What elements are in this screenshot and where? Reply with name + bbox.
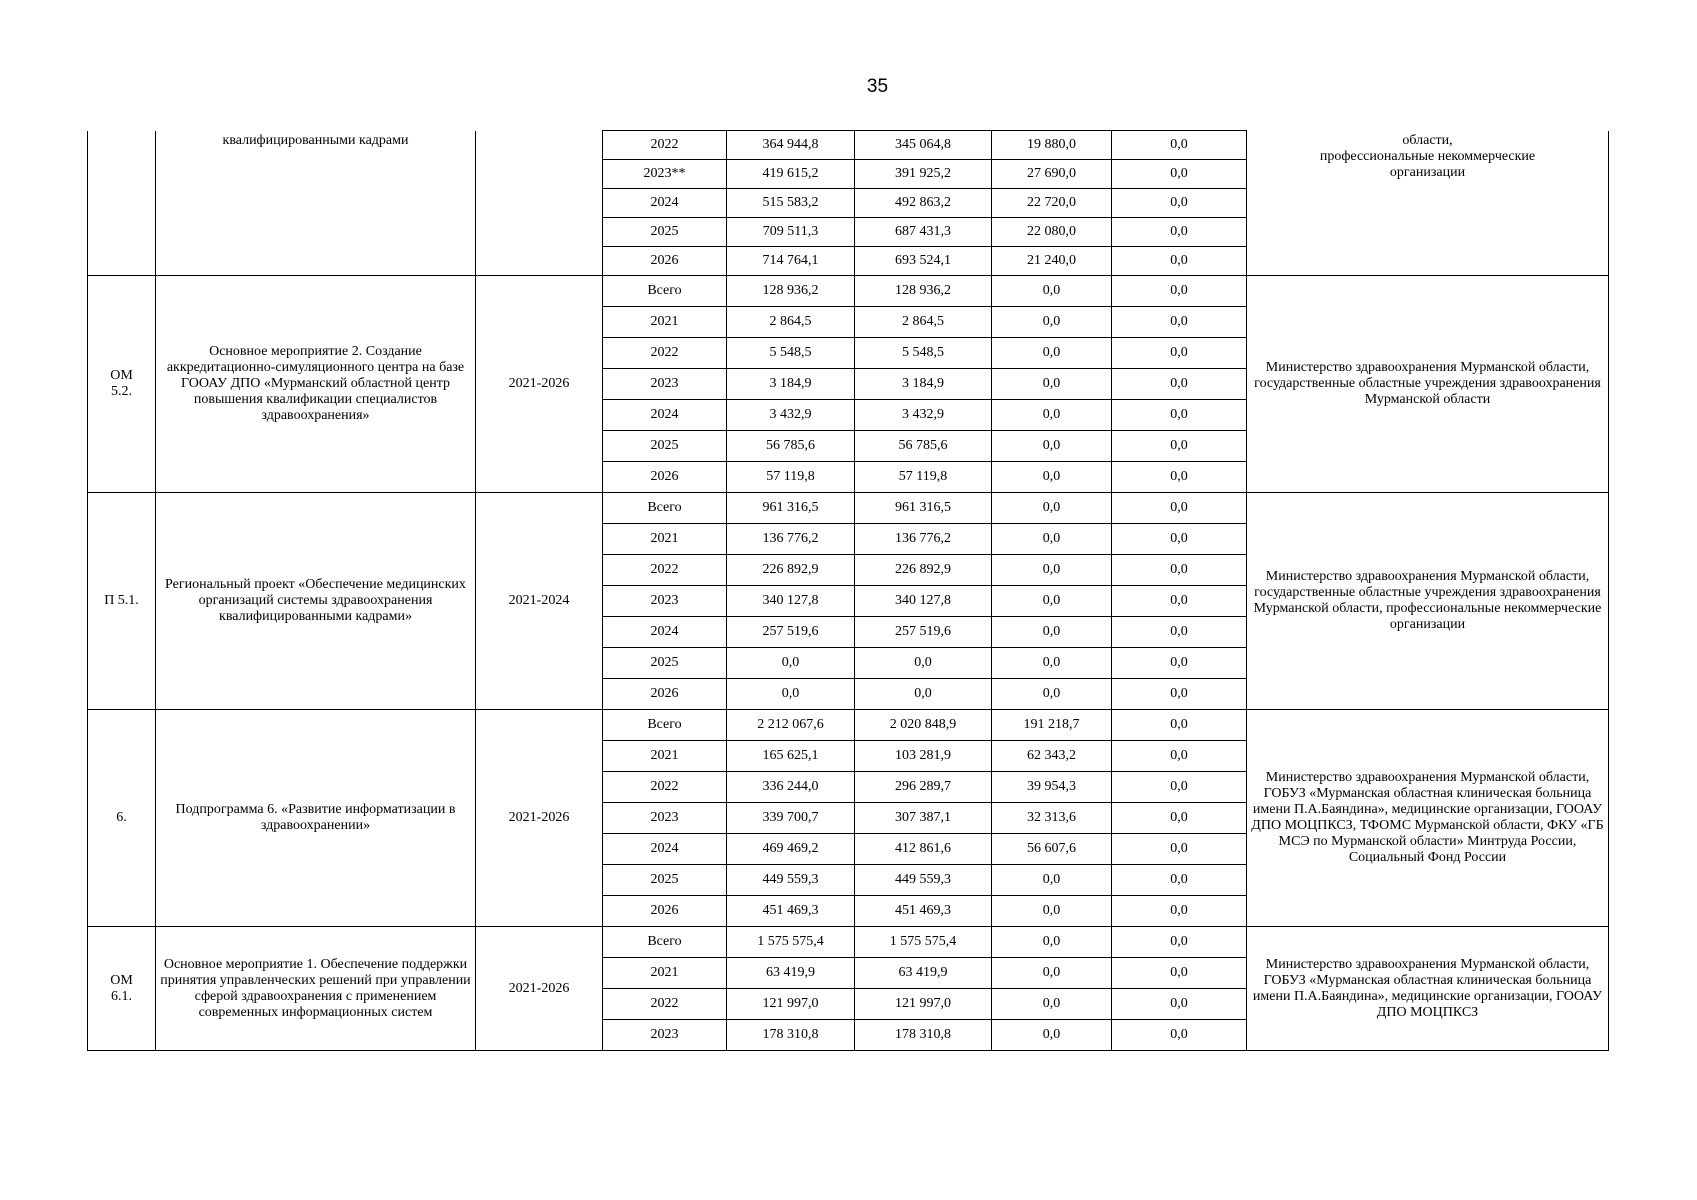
cell-total: 165 625,1	[727, 741, 855, 772]
cell-other: 0,0	[1112, 131, 1247, 160]
cell-regional: 136 776,2	[855, 524, 992, 555]
row-year: 2026	[603, 679, 727, 710]
cell-other: 0,0	[1112, 431, 1247, 462]
cell-other: 0,0	[1112, 493, 1247, 524]
cell-other: 0,0	[1112, 865, 1247, 896]
cell-federal: 0,0	[992, 927, 1112, 958]
row-year: Всего	[603, 710, 727, 741]
cell-regional: 128 936,2	[855, 276, 992, 307]
cell-federal: 19 880,0	[992, 131, 1112, 160]
cell-total: 128 936,2	[727, 276, 855, 307]
row-year: Всего	[603, 493, 727, 524]
cell-total: 1 575 575,4	[727, 927, 855, 958]
row-year: 2021	[603, 307, 727, 338]
budget-table	[87, 130, 1609, 1051]
cell-other: 0,0	[1112, 462, 1247, 493]
cell-total: 364 944,8	[727, 131, 855, 160]
cell-other: 0,0	[1112, 803, 1247, 834]
cell-total: 961 316,5	[727, 493, 855, 524]
cell-regional: 340 127,8	[855, 586, 992, 617]
cell-federal: 22 720,0	[992, 189, 1112, 218]
row-year: 2023	[603, 369, 727, 400]
row-year: 2023	[603, 803, 727, 834]
row-year: 2025	[603, 648, 727, 679]
row-code: П 5.1.	[88, 493, 156, 710]
cell-total: 2 864,5	[727, 307, 855, 338]
cell-regional: 412 861,6	[855, 834, 992, 865]
table-row	[88, 927, 1609, 958]
cell-other: 0,0	[1112, 247, 1247, 276]
row-year: 2023**	[603, 160, 727, 189]
cell-regional: 693 524,1	[855, 247, 992, 276]
cell-total: 340 127,8	[727, 586, 855, 617]
cell-total: 336 244,0	[727, 772, 855, 803]
cell-federal: 0,0	[992, 648, 1112, 679]
row-year: 2022	[603, 131, 727, 160]
row-name: Основное мероприятие 2. Создание аккредитационно-симуляционного центра на базе ГООАУ ДПО «Мурманский областной центр повышения квалификации специалистов здравоохранения»	[156, 276, 476, 493]
cell-total: 178 310,8	[727, 1020, 855, 1051]
table-row	[88, 493, 1609, 524]
row-period: 2021-2026	[476, 276, 603, 493]
cell-federal: 0,0	[992, 307, 1112, 338]
row-year: 2026	[603, 462, 727, 493]
cell-total: 0,0	[727, 679, 855, 710]
cell-other: 0,0	[1112, 307, 1247, 338]
cell-regional: 2 864,5	[855, 307, 992, 338]
cell-other: 0,0	[1112, 927, 1247, 958]
cell-other: 0,0	[1112, 896, 1247, 927]
cell-federal: 32 313,6	[992, 803, 1112, 834]
row-code	[88, 131, 156, 276]
cell-federal: 0,0	[992, 369, 1112, 400]
cell-total: 257 519,6	[727, 617, 855, 648]
cell-total: 121 997,0	[727, 989, 855, 1020]
cell-federal: 0,0	[992, 462, 1112, 493]
cell-regional: 121 997,0	[855, 989, 992, 1020]
cell-regional: 296 289,7	[855, 772, 992, 803]
row-year: 2024	[603, 189, 727, 218]
cell-federal: 0,0	[992, 679, 1112, 710]
cell-federal: 22 080,0	[992, 218, 1112, 247]
row-year: 2023	[603, 586, 727, 617]
cell-other: 0,0	[1112, 338, 1247, 369]
row-year: 2026	[603, 247, 727, 276]
row-year: Всего	[603, 927, 727, 958]
cell-regional: 56 785,6	[855, 431, 992, 462]
cell-regional: 0,0	[855, 679, 992, 710]
row-name: квалифицированными кадрами	[156, 131, 476, 276]
row-year: 2021	[603, 524, 727, 555]
cell-regional: 307 387,1	[855, 803, 992, 834]
cell-federal: 0,0	[992, 493, 1112, 524]
cell-regional: 687 431,3	[855, 218, 992, 247]
row-name: Региональный проект «Обеспечение медицинских организаций системы здравоохранения квалифицированными кадрами»	[156, 493, 476, 710]
row-period: 2021-2024	[476, 493, 603, 710]
row-code: 6.	[88, 710, 156, 927]
row-year: 2025	[603, 431, 727, 462]
cell-federal: 0,0	[992, 1020, 1112, 1051]
cell-other: 0,0	[1112, 710, 1247, 741]
page-number: 35	[866, 76, 889, 97]
cell-other: 0,0	[1112, 276, 1247, 307]
cell-regional: 57 119,8	[855, 462, 992, 493]
cell-other: 0,0	[1112, 989, 1247, 1020]
cell-other: 0,0	[1112, 369, 1247, 400]
table-row	[88, 276, 1609, 307]
row-name: Подпрограмма 6. «Развитие информатизации в здравоохранении»	[156, 710, 476, 927]
cell-other: 0,0	[1112, 679, 1247, 710]
cell-other: 0,0	[1112, 1020, 1247, 1051]
row-year: 2024	[603, 617, 727, 648]
cell-federal: 0,0	[992, 989, 1112, 1020]
cell-regional: 0,0	[855, 648, 992, 679]
row-code: ОМ 5.2.	[88, 276, 156, 493]
row-period	[476, 131, 603, 276]
cell-other: 0,0	[1112, 160, 1247, 189]
cell-federal: 191 218,7	[992, 710, 1112, 741]
cell-federal: 0,0	[992, 586, 1112, 617]
row-period: 2021-2026	[476, 927, 603, 1051]
cell-regional: 3 432,9	[855, 400, 992, 431]
table-row	[88, 131, 1609, 160]
row-executors: Министерство здравоохранения Мурманской области, государственные областные учреждения здравоохранения Мурманской области, профессиональные некоммерческие организации	[1247, 493, 1609, 710]
cell-federal: 0,0	[992, 276, 1112, 307]
cell-regional: 5 548,5	[855, 338, 992, 369]
cell-regional: 449 559,3	[855, 865, 992, 896]
cell-regional: 492 863,2	[855, 189, 992, 218]
cell-other: 0,0	[1112, 218, 1247, 247]
cell-regional: 103 281,9	[855, 741, 992, 772]
row-year: 2021	[603, 741, 727, 772]
cell-total: 5 548,5	[727, 338, 855, 369]
cell-total: 2 212 067,6	[727, 710, 855, 741]
cell-total: 469 469,2	[727, 834, 855, 865]
cell-other: 0,0	[1112, 648, 1247, 679]
cell-total: 3 432,9	[727, 400, 855, 431]
row-year: 2022	[603, 555, 727, 586]
cell-total: 419 615,2	[727, 160, 855, 189]
cell-federal: 0,0	[992, 338, 1112, 369]
row-year: 2024	[603, 400, 727, 431]
cell-other: 0,0	[1112, 772, 1247, 803]
cell-total: 136 776,2	[727, 524, 855, 555]
cell-total: 63 419,9	[727, 958, 855, 989]
cell-total: 57 119,8	[727, 462, 855, 493]
cell-total: 226 892,9	[727, 555, 855, 586]
row-year: 2021	[603, 958, 727, 989]
cell-regional: 391 925,2	[855, 160, 992, 189]
cell-regional: 178 310,8	[855, 1020, 992, 1051]
cell-federal: 0,0	[992, 617, 1112, 648]
cell-federal: 0,0	[992, 958, 1112, 989]
cell-total: 3 184,9	[727, 369, 855, 400]
cell-regional: 3 184,9	[855, 369, 992, 400]
cell-total: 0,0	[727, 648, 855, 679]
row-year: 2022	[603, 989, 727, 1020]
cell-federal: 0,0	[992, 865, 1112, 896]
row-code: ОМ 6.1.	[88, 927, 156, 1051]
cell-federal: 62 343,2	[992, 741, 1112, 772]
table-row	[88, 710, 1609, 741]
row-year: 2025	[603, 218, 727, 247]
cell-total: 449 559,3	[727, 865, 855, 896]
row-year: Всего	[603, 276, 727, 307]
row-year: 2026	[603, 896, 727, 927]
cell-total: 714 764,1	[727, 247, 855, 276]
row-period: 2021-2026	[476, 710, 603, 927]
row-year: 2023	[603, 1020, 727, 1051]
row-year: 2025	[603, 865, 727, 896]
cell-other: 0,0	[1112, 617, 1247, 648]
cell-regional: 257 519,6	[855, 617, 992, 648]
row-name: Основное мероприятие 1. Обеспечение поддержки принятия управленческих решений при управлении сферой здравоохранения с применением современных информационных систем	[156, 927, 476, 1051]
row-year: 2022	[603, 338, 727, 369]
row-executors: области, профессиональные некоммерческие организации	[1247, 131, 1609, 276]
cell-regional: 63 419,9	[855, 958, 992, 989]
row-year: 2022	[603, 772, 727, 803]
cell-regional: 1 575 575,4	[855, 927, 992, 958]
cell-total: 339 700,7	[727, 803, 855, 834]
cell-other: 0,0	[1112, 834, 1247, 865]
cell-other: 0,0	[1112, 189, 1247, 218]
cell-federal: 56 607,6	[992, 834, 1112, 865]
cell-regional: 2 020 848,9	[855, 710, 992, 741]
cell-total: 515 583,2	[727, 189, 855, 218]
cell-other: 0,0	[1112, 400, 1247, 431]
cell-federal: 39 954,3	[992, 772, 1112, 803]
cell-federal: 0,0	[992, 896, 1112, 927]
cell-federal: 21 240,0	[992, 247, 1112, 276]
cell-federal: 0,0	[992, 431, 1112, 462]
cell-total: 451 469,3	[727, 896, 855, 927]
cell-other: 0,0	[1112, 555, 1247, 586]
cell-federal: 27 690,0	[992, 160, 1112, 189]
cell-other: 0,0	[1112, 741, 1247, 772]
cell-other: 0,0	[1112, 586, 1247, 617]
row-executors: Министерство здравоохранения Мурманской области, ГОБУЗ «Мурманская областная клиническая больница имени П.А.Баяндина», медицинские организации, ГООАУ ДПО МОЦПКСЗ, ТФОМС Мурманской области, ФКУ «ГБ МСЭ по Мурманской области» Минтруда России, Социальный Фонд России	[1247, 710, 1609, 927]
cell-federal: 0,0	[992, 524, 1112, 555]
row-executors: Министерство здравоохранения Мурманской области, государственные областные учреждения здравоохранения Мурманской области	[1247, 276, 1609, 493]
cell-regional: 451 469,3	[855, 896, 992, 927]
row-executors: Министерство здравоохранения Мурманской области, ГОБУЗ «Мурманская областная клиническая больница имени П.А.Баяндина», медицинские организации, ГООАУ ДПО МОЦПКСЗ	[1247, 927, 1609, 1051]
cell-total: 709 511,3	[727, 218, 855, 247]
cell-federal: 0,0	[992, 555, 1112, 586]
row-year: 2024	[603, 834, 727, 865]
cell-other: 0,0	[1112, 524, 1247, 555]
cell-regional: 345 064,8	[855, 131, 992, 160]
cell-other: 0,0	[1112, 958, 1247, 989]
cell-regional: 226 892,9	[855, 555, 992, 586]
cell-federal: 0,0	[992, 400, 1112, 431]
cell-regional: 961 316,5	[855, 493, 992, 524]
cell-total: 56 785,6	[727, 431, 855, 462]
